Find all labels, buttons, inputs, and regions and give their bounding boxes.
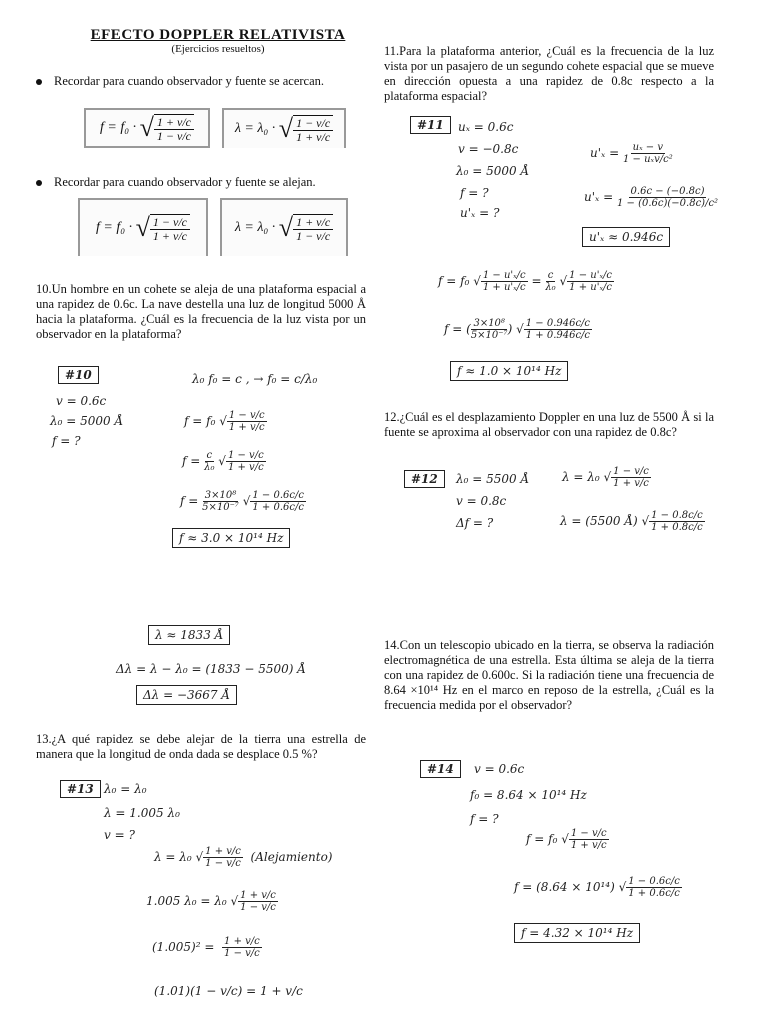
solution-12-df: Δf = ?: [456, 516, 494, 530]
solution-10-v: v = 0.6c: [56, 394, 107, 408]
problem-12: 12.¿Cuál es el desplazamiento Doppler en una luz de 5500 Å si la fuente se aproxima al observador con una rapidez de 0.8c?: [384, 410, 714, 439]
solution-11-f: f = ?: [460, 186, 489, 200]
solution-14-result: f = 4.32 × 10¹⁴ Hz: [514, 926, 640, 940]
solution-10-relation: λ₀ f₀ = c , → f₀ = c/λ₀: [192, 372, 318, 386]
page-subtitle: (Ejercicios resueltos): [171, 43, 265, 55]
solution-10-result: f ≈ 3.0 × 10¹⁴ Hz: [172, 531, 290, 545]
solution-11-eq2: f = ( $\frac{\text{3×10⁸}}{\text{5×10⁻⁷}}$ ) √ $\frac{1 - 0.946c/c}{1 + 0.946c/c}$: [444, 318, 591, 341]
solution-13-eq4: (1.01)(1 − v/c) = 1 + v/c: [154, 984, 303, 998]
solution-11-result: f ≈ 1.0 × 10¹⁴ Hz: [450, 364, 568, 378]
page-title: EFECTO DOPPLER RELATIVISTA: [90, 27, 346, 43]
solution-tag-12: #12: [404, 472, 445, 486]
bullet-dot: [36, 180, 42, 186]
solution-11-eq-u2: u'ₓ = $\frac{0.6c - (-0.8c)}{\text{1 − (0.6c)(−0.8c)/c²}}$: [584, 186, 719, 209]
bullet-recede: Recordar para cuando observador y fuente se alejan.: [36, 175, 316, 190]
problem-10: 10.Un hombre en un cohete se aleja de una plataforma espacial a una rapidez de 0.6c. La nave destella una luz de longitud 5000 Å hacia la plataforma. ¿Cuál es la frecuencia de la luz vista por un observador en la plataforma?: [36, 282, 366, 341]
solution-12-eq1: λ = λ₀ √ $\frac{1 - v/c}{1 + v/c}$: [562, 466, 649, 489]
solution-13-eq3: (1.005)² = $\frac{1 + v/c}{1 - v/c}$: [152, 936, 260, 959]
solution-tag-13: #13: [60, 782, 101, 796]
problem-14: 14.Con un telescopio ubicado en la tierra, se observa la radiación electromagnética de una estrella. Esta última se aleja de la tierra con una rapidez de 0.600c. Si la radiación tiene una frecuencia de 8.64 ×10¹⁴ Hz en el marco en reposo de la estrella, ¿Cuál es la frecuencia medida por el observador?: [384, 638, 714, 712]
bullet-approach: Recordar para cuando observador y fuente se acercan.: [36, 74, 324, 89]
bullet-dot: [36, 79, 42, 85]
solution-11-ux: uₓ = 0.6c: [458, 120, 514, 134]
solution-12-dl: Δλ = λ − λ₀ = (1833 − 5500) Å: [116, 662, 306, 676]
solution-11-l0: λ₀ = 5000 Å: [456, 164, 530, 178]
problem-13: 13.¿A qué rapidez se debe alejar de la tierra una estrella de manera que la longitud de onda dada se desplace 0.5 %?: [36, 732, 366, 761]
solution-13-eq1: λ = λ₀ √ $\frac{1 + v/c}{1 - v/c}$ (Alejamiento): [154, 846, 333, 869]
solution-12-result-l: λ ≈ 1833 Å: [148, 628, 230, 642]
solution-12-eq2: λ = (5500 Å) √ $\frac{1 - 0.8c/c}{1 + 0.8c/c}$: [560, 510, 703, 533]
solution-11-eq1: f = f₀ √ $\frac{\text{1 − u'ₓ/c}}{\text{1 + u'ₓ/c}}$ = $\frac{c}{\text{λ₀}}$ √ $\frac{\text{1 − u'ₓ/c}}{\text{1 + u'ₓ/c}}$: [438, 270, 612, 293]
formula-approach-wavelength: λ = λ₀ · √ $\frac{1 - v/c}{1 + v/c}$: [222, 108, 346, 148]
problem-11: 11.Para la plataforma anterior, ¿Cuál es la frecuencia de la luz vista por un pasajero de un segundo cohete espacial que se mueve en dirección opuesta a una rapidez de 0.8c respecto a la plataforma espacial?: [384, 44, 714, 103]
solution-10-l0: λ₀ = 5000 Å: [50, 414, 124, 428]
solution-tag-11: #11: [410, 118, 451, 132]
solution-11-eq-u1: u'ₓ = uₓ − v 1 − uₓv/c²: [590, 142, 673, 165]
solution-10-eq1: f = f₀ √ $\frac{1 - v/c}{1 + v/c}$: [184, 410, 265, 433]
solution-10-eq3: f = $\frac{\text{3×10⁸}}{\text{5×10⁻⁷}}$ √ $\frac{1 - 0.6c/c}{1 + 0.6c/c}$: [180, 490, 304, 513]
solution-14-f0: f₀ = 8.64 × 10¹⁴ Hz: [470, 788, 587, 802]
formula-recede-wavelength: λ = λ₀ · √ $\frac{1 + v/c}{1 - v/c}$: [220, 198, 348, 256]
solution-11-result-u: u'ₓ ≈ 0.946c: [582, 230, 670, 244]
solution-14-eq2: f = (8.64 × 10¹⁴) √ $\frac{1 - 0.6c/c}{1 + 0.6c/c}$: [514, 876, 680, 899]
solution-12-l0: λ₀ = 5500 Å: [456, 472, 530, 486]
formula-approach-frequency: f = f₀ · √ $\frac{1 + v/c}{1 - v/c}$: [84, 108, 210, 148]
solution-12-result: Δλ = −3667 Å: [136, 688, 237, 702]
solution-13-l: λ = 1.005 λ₀: [104, 806, 180, 820]
solution-10-eq2: f = $\frac{c}{\text{λ₀}}$ √ $\frac{1 - v/c}{1 + v/c}$: [182, 450, 264, 473]
solution-11-uxp: u'ₓ = ?: [460, 206, 500, 220]
solution-14-v: v = 0.6c: [474, 762, 525, 776]
solution-14-f: f = ?: [470, 812, 499, 826]
formula-recede-frequency: f = f₀ · √ $\frac{1 - v/c}{1 + v/c}$: [78, 198, 208, 256]
solution-13-eq2: 1.005 λ₀ = λ₀ √ $\frac{1 + v/c}{1 - v/c}$: [146, 890, 276, 913]
solution-13-v: v = ?: [104, 828, 135, 842]
solution-14-eq1: f = f₀ √ $\frac{1 - v/c}{1 + v/c}$: [526, 828, 607, 851]
solution-11-v: v = −0.8c: [458, 142, 519, 156]
solution-tag-10: #10: [58, 368, 99, 382]
solution-13-l0: λ₀ = λ₀: [104, 782, 147, 796]
solution-tag-14: #14: [420, 762, 461, 776]
solution-12-v: v = 0.8c: [456, 494, 507, 508]
solution-10-f: f = ?: [52, 434, 81, 448]
